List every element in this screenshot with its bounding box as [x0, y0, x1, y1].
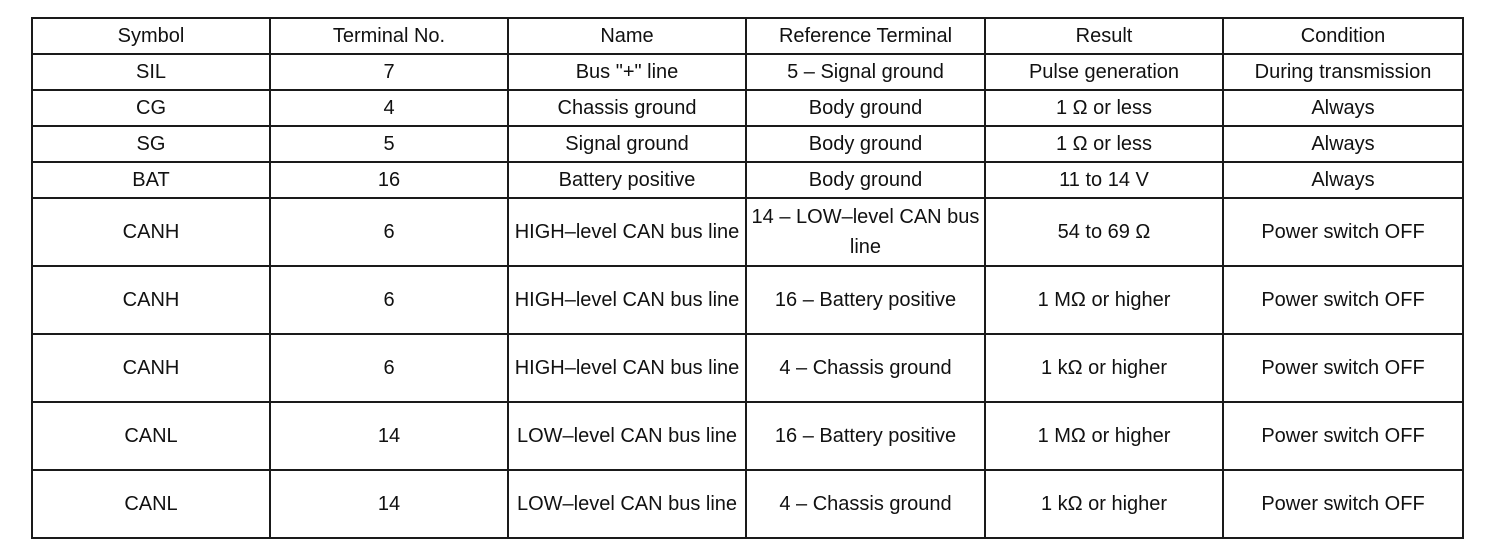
table-row [32, 470, 1463, 538]
cell-name: LOW–level CAN bus line [508, 470, 746, 538]
cell-result: 1 kΩ or higher [985, 470, 1223, 538]
cell-terminal-no: 14 [270, 470, 508, 538]
cell-terminal-no: 4 [270, 90, 508, 126]
cell-name: LOW–level CAN bus line [508, 402, 746, 470]
table-row [32, 402, 1463, 470]
cell-symbol: CG [32, 90, 270, 126]
cell-name: HIGH–level CAN bus line [508, 198, 746, 266]
cell-name: Bus "+" line [508, 54, 746, 90]
terminal-inspection-table [31, 17, 1464, 539]
cell-condition: Power switch OFF [1223, 266, 1463, 334]
cell-condition: Always [1223, 90, 1463, 126]
cell-symbol: CANL [32, 470, 270, 538]
cell-result: 54 to 69 Ω [985, 198, 1223, 266]
cell-result: 1 Ω or less [985, 90, 1223, 126]
terminal-table-container [31, 17, 1464, 539]
table-row [32, 198, 1463, 266]
cell-reference-terminal: 14 – LOW–level CAN bus line [746, 198, 985, 266]
cell-condition: Power switch OFF [1223, 470, 1463, 538]
header-symbol: Symbol [32, 18, 270, 54]
cell-reference-terminal: Body ground [746, 90, 985, 126]
cell-terminal-no: 6 [270, 266, 508, 334]
header-reference-terminal: Reference Terminal [746, 18, 985, 54]
cell-reference-terminal: 4 – Chassis ground [746, 470, 985, 538]
cell-result: Pulse generation [985, 54, 1223, 90]
cell-reference-terminal: 16 – Battery positive [746, 266, 985, 334]
cell-symbol: CANL [32, 402, 270, 470]
cell-result: 1 MΩ or higher [985, 266, 1223, 334]
table-row [32, 334, 1463, 402]
cell-reference-terminal: 5 – Signal ground [746, 54, 985, 90]
cell-name: HIGH–level CAN bus line [508, 266, 746, 334]
cell-symbol: BAT [32, 162, 270, 198]
cell-symbol: SG [32, 126, 270, 162]
cell-symbol: CANH [32, 334, 270, 402]
cell-condition: Power switch OFF [1223, 198, 1463, 266]
cell-condition: Always [1223, 162, 1463, 198]
cell-terminal-no: 6 [270, 334, 508, 402]
cell-symbol: CANH [32, 266, 270, 334]
cell-result: 1 kΩ or higher [985, 334, 1223, 402]
cell-condition: Power switch OFF [1223, 334, 1463, 402]
table-row [32, 266, 1463, 334]
cell-reference-terminal: Body ground [746, 162, 985, 198]
cell-result: 1 MΩ or higher [985, 402, 1223, 470]
cell-name: Signal ground [508, 126, 746, 162]
cell-terminal-no: 14 [270, 402, 508, 470]
cell-condition: Always [1223, 126, 1463, 162]
table-row [32, 126, 1463, 162]
cell-reference-terminal: Body ground [746, 126, 985, 162]
cell-result: 11 to 14 V [985, 162, 1223, 198]
cell-terminal-no: 7 [270, 54, 508, 90]
cell-reference-terminal: 16 – Battery positive [746, 402, 985, 470]
cell-condition: During transmission [1223, 54, 1463, 90]
cell-result: 1 Ω or less [985, 126, 1223, 162]
cell-name: Battery positive [508, 162, 746, 198]
cell-terminal-no: 5 [270, 126, 508, 162]
header-row [32, 18, 1463, 54]
table-row [32, 90, 1463, 126]
header-result: Result [985, 18, 1223, 54]
cell-name: Chassis ground [508, 90, 746, 126]
cell-condition: Power switch OFF [1223, 402, 1463, 470]
cell-terminal-no: 6 [270, 198, 508, 266]
cell-symbol: SIL [32, 54, 270, 90]
cell-terminal-no: 16 [270, 162, 508, 198]
cell-reference-terminal: 4 – Chassis ground [746, 334, 985, 402]
header-name: Name [508, 18, 746, 54]
header-terminal-no: Terminal No. [270, 18, 508, 54]
cell-symbol: CANH [32, 198, 270, 266]
cell-name: HIGH–level CAN bus line [508, 334, 746, 402]
header-condition: Condition [1223, 18, 1463, 54]
table-row [32, 162, 1463, 198]
table-row [32, 54, 1463, 90]
